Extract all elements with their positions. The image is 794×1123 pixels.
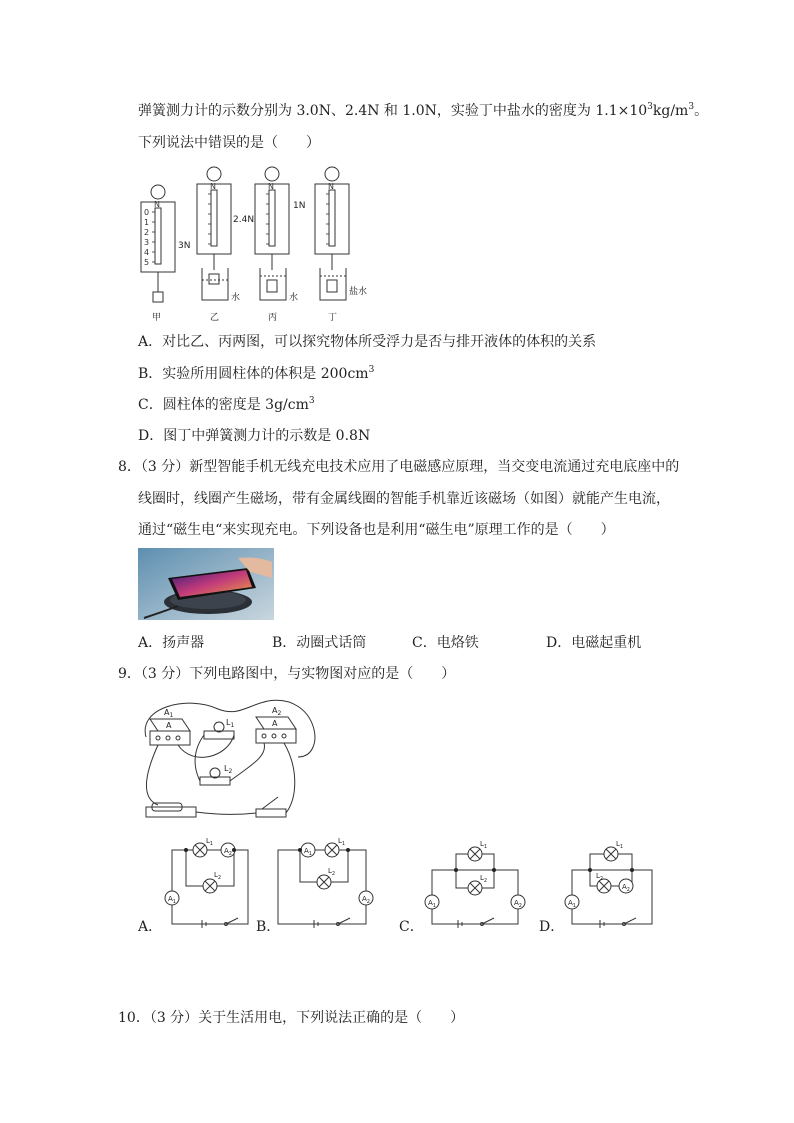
reading-jia: 3N	[178, 241, 191, 251]
phys-label-a2: $A_2$	[272, 706, 282, 717]
scale-n-ding: N	[328, 182, 334, 191]
circuit-b-a2: $A_2$	[362, 895, 370, 905]
q9-option-a[interactable]: A．	[138, 919, 163, 935]
q7-option-c[interactable]: C．圆柱体的密度是 $3g/cm^3$	[138, 396, 315, 413]
q8-option-b[interactable]: B．动圈式话筒	[272, 635, 367, 651]
circuit-option-diagrams	[138, 836, 658, 932]
phys-label-l2: $L_2$	[224, 764, 233, 775]
label-yi: 乙	[210, 313, 220, 323]
reading-bing: 1N	[293, 201, 306, 211]
q8-option-d[interactable]: D．电磁起重机	[546, 635, 642, 651]
q8-line1: 8．（3 分）新型智能手机无线充电技术应用了电磁感应原理，当交变电流通过充电底座中的	[118, 459, 680, 475]
q8-option-a[interactable]: A．扬声器	[138, 635, 205, 651]
circuit-d-a1: $A_1$	[568, 899, 576, 909]
circuit-a-a1: $A_1$	[168, 895, 176, 905]
circuit-b-l2: $L_2$	[328, 867, 336, 877]
liquid-yi: 水	[231, 293, 241, 303]
q7-option-a[interactable]: A．对比乙、丙两图，可以探究物体所受浮力是否与排开液体的体积的关系	[138, 334, 597, 350]
circuit-b	[278, 843, 373, 928]
reading-yi: 2.4N	[233, 215, 255, 225]
circuit-d-l1: $L_1$	[616, 840, 624, 850]
phys-label-a1: $A_1$	[164, 708, 174, 719]
label-bing: 丙	[268, 313, 278, 323]
circuit-a-l1: $L_1$	[206, 837, 214, 847]
tick-2: 2	[144, 228, 150, 237]
q7-option-d[interactable]: D．图丁中弹簧测力计的示数是 0.8N	[138, 428, 371, 444]
spring-balance-figure	[136, 160, 376, 330]
q8-line3: 通过“磁生电“来实现充电。下列设备也是利用“磁生电”原理工作的是（ ）	[138, 522, 615, 538]
tick-5: 5	[144, 258, 150, 267]
circuit-a-a2: $A_2$	[224, 847, 232, 857]
circuit-c-a1: $A_1$	[428, 899, 436, 909]
scale-n-bing: N	[268, 182, 274, 191]
q9-option-c[interactable]: C．	[399, 919, 424, 935]
physical-circuit-figure	[138, 697, 328, 827]
tick-1: 1	[144, 218, 150, 227]
circuit-d-l2: $L_2$	[596, 872, 604, 882]
liquid-ding: 盐水	[349, 287, 368, 297]
label-ding: 丁	[328, 313, 338, 323]
tick-3: 3	[144, 238, 150, 247]
circuit-b-a1: $A_1$	[304, 847, 312, 857]
scale-n-yi: N	[210, 182, 216, 191]
circuit-d	[565, 847, 652, 928]
q10-line1: 10．（3 分）关于生活用电，下列说法正确的是（ ）	[118, 1010, 465, 1026]
circuit-c-l2: $L_2$	[480, 874, 488, 884]
phys-label-l1: $L_1$	[226, 718, 235, 729]
wireless-charging-photo	[138, 548, 274, 620]
circuit-c-a2: $A_2$	[514, 899, 522, 909]
q9-line1: 9．（3 分）下列电路图中，与实物图对应的是（ ）	[118, 666, 456, 682]
circuit-d-a2: $A_2$	[622, 883, 630, 893]
circuit-a-l2: $L_2$	[214, 871, 222, 881]
q8-line2: 线圈时，线圈产生磁场，带有金属线圈的智能手机靠近该磁场（如图）就能产生电流，	[138, 491, 670, 507]
circuit-a	[165, 843, 248, 928]
tick-0: 0	[144, 208, 150, 217]
q7-option-b[interactable]: B．实验所用圆柱体的体积是 $200cm^3$	[138, 365, 375, 382]
q7-line1: 弹簧测力计的示数分别为 3.0N、2.4N 和 1.0N，实验丁中盐水的密度为 $1.1\times 10^3kg/m^3$。	[138, 102, 709, 119]
q9-option-d[interactable]: D．	[539, 919, 565, 935]
q7-line2: 下列说法中错误的是（ ）	[138, 135, 320, 151]
phys-label-a1-face: A	[166, 721, 172, 730]
scale-n-jia: N	[154, 200, 160, 209]
circuit-c	[425, 847, 525, 928]
circuit-b-l1: $L_1$	[338, 837, 346, 847]
label-jia: 甲	[152, 313, 162, 323]
phys-label-a2-face: A	[272, 719, 278, 728]
circuit-c-l1: $L_1$	[480, 840, 488, 850]
q9-option-b[interactable]: B．	[256, 919, 281, 935]
liquid-bing: 水	[289, 293, 299, 303]
tick-4: 4	[144, 248, 150, 257]
q8-option-c[interactable]: C．电烙铁	[412, 635, 479, 651]
